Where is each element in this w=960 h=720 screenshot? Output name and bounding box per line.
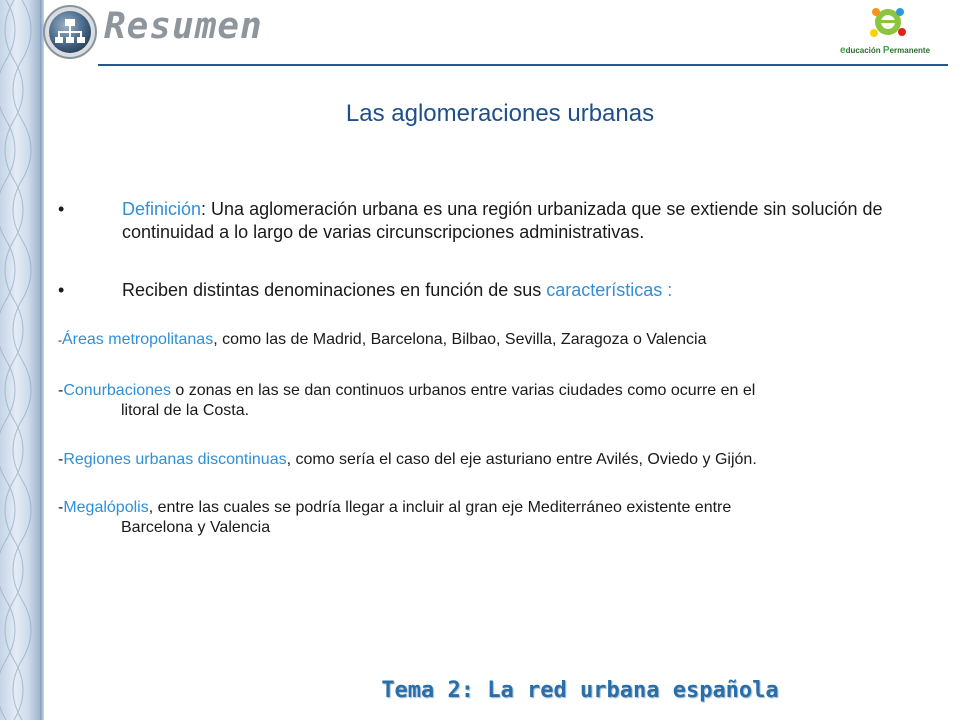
item-dash: -: [58, 333, 62, 347]
list-item-conurbaciones: [58, 381, 888, 421]
bullet-dot: •: [58, 280, 65, 300]
item-continuation: Barcelona y Valencia: [121, 519, 271, 536]
header-title: Resumen: [104, 6, 263, 47]
bullet-rest: : Una aglomeración urbana es una región urbanizada que se extiende sin solución de continuidad a lo largo de varias circunscripciones administrativas.: [122, 199, 883, 242]
bullet-dot: •: [58, 199, 65, 219]
item-continuation: litoral de la Costa.: [121, 402, 250, 419]
bullet-text: [122, 198, 888, 244]
logo-text-part-1: ducación: [845, 46, 883, 55]
list-item-regiones-urbanas: [58, 450, 888, 470]
item-dash: -: [58, 499, 64, 516]
slide-title: Las aglomeraciones urbanas: [345, 100, 655, 127]
header-rule: [98, 64, 948, 66]
item-highlight: Regiones urbanas discontinuas: [63, 451, 287, 468]
bullet-text: [122, 279, 888, 302]
item-highlight: Áreas metropolitanas: [62, 331, 214, 348]
org-chart-icon: [42, 4, 98, 60]
list-item-megalopolis: [58, 498, 888, 538]
item-highlight: Conurbaciones: [63, 382, 171, 399]
logo-text-cap-p: P: [882, 45, 890, 56]
list-item-areas-metropolitanas: [58, 330, 888, 350]
logo-text-cap-e: e: [840, 45, 846, 56]
bullet-highlight: características :: [546, 280, 673, 300]
footer-title: Tema 2: La red urbana española: [381, 678, 779, 703]
item-dash: -: [58, 451, 64, 468]
logo-text-part-2: ermanente: [889, 46, 931, 55]
bullet-definicion: [58, 198, 888, 244]
bullet-lead: Reciben distintas denominaciones en función de sus: [122, 280, 547, 300]
bullet-denominaciones: [58, 279, 888, 302]
bullet-highlight: Definición: [122, 199, 202, 219]
logo-text: [840, 45, 958, 56]
item-highlight: Megalópolis: [63, 499, 149, 516]
item-rest: o zonas en las se dan continuos urbanos entre varias ciudades como ocurre en el: [170, 382, 756, 399]
item-dash: -: [58, 382, 64, 399]
item-rest: , entre las cuales se podría llegar a incluir al gran eje Mediterráneo existente entre: [148, 499, 732, 516]
item-rest: , como las de Madrid, Barcelona, Bilbao, Sevilla, Zaragoza o Valencia: [213, 331, 707, 348]
item-rest: , como sería el caso del eje asturiano entre Avilés, Oviedo y Gijón.: [286, 451, 757, 468]
